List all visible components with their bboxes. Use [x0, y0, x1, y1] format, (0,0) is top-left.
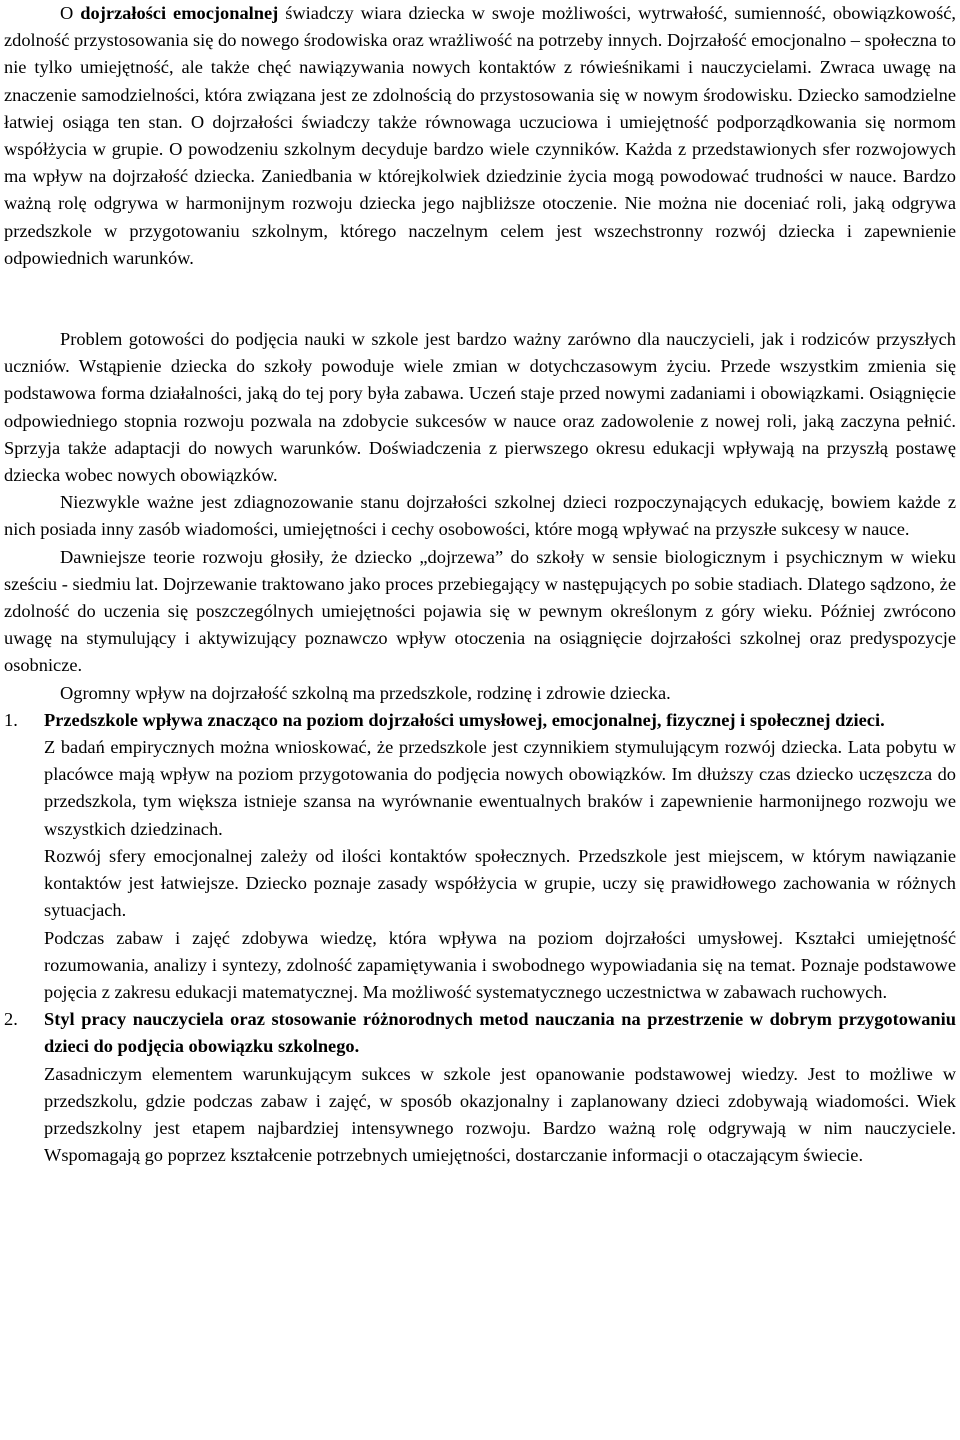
list-item-1: [4, 707, 956, 1006]
list-heading-text: Przedszkole wpływa znacząco na poziom dojrzałości umysłowej, emocjonalnej, fizycznej i społecznej dzieci.: [44, 709, 885, 730]
list-number: 1.: [4, 709, 18, 730]
paragraph-diagnosis: Niezwykle ważne jest zdiagnozowanie stanu dojrzałości szkolnej dzieci rozpoczynających edukację, bowiem każde z nich posiada inny zasób wiadomości, umiejętności i cechy osobowości, które mogą wpływać na przyszłe sukcesy w nauce.: [4, 492, 956, 540]
document-page: [4, 0, 956, 1169]
intro-paragraph: [4, 0, 956, 272]
intro-lead-bold: dojrzałości emocjonalnej: [80, 3, 279, 23]
list-body: [44, 1006, 956, 1169]
section-gap: [4, 272, 956, 326]
paragraph-influence: Ogromny wpływ na dojrzałość szkolną ma przedszkole, rodzinę i zdrowie dziecka.: [60, 682, 671, 703]
paragraph-theories: Dawniejsze teorie rozwoju głosiły, że dziecko „dojrzewa” do szkoły w sensie biologicznym i psychicznym w wieku sześciu - siedmiu lat. Dojrzewanie traktowano jako proces przebiegający w następujących po sobie stadiach. Dlatego sądzono, że zdolność do uczenia się poszczególnych umiejętności pojawia się w pewnym określonym z góry wieku. Później zwrócono uwagę na stymulujący i aktywizujący poznawczo wpływ otoczenia na osiągnięcie dojrzałości szkolnej oraz predyspozycje osobnicze.: [4, 546, 956, 676]
list-paragraph: Rozwój sfery emocjonalnej zależy od ilości kontaktów społecznych. Przedszkole jest miejscem, w którym nawiązanie kontaktów jest łatwiejsze. Dziecko poznaje zasady współżycia w grupie, uczy się prawidłowego zachowania w różnych sytuacjach.: [44, 845, 956, 921]
intro-rest: świadczy wiara dziecka w swoje możliwości, wytrwałość, sumienność, obowiązkowość, zdolność przystosowania się do nowego środowiska oraz wrażliwość na potrzeby innych. Dojrzałość emocjonalno – społeczna to nie tylko umiejętność, ale także chęć nawiązywania nowych kontaktów z rówieśnikami i nauczycielami. Zwraca uwagę na znaczenie samodzielności, która związana jest ze zdolnością do przystosowania się w nowym środowisku. Dziecko samodzielne łatwiej osiąga ten stan. O dojrzałości świadczy także równowaga uczuciowa i umiejętność podporządkowania się normom współżycia w grupie. O powodzeniu szkolnym decyduje bardzo wiele czynników. Każda z przedstawionych sfer rozwojowych ma wpływ na dojrzałość dziecka. Zaniedbania w którejkolwiek dziedzinie życia mogą powodować trudności w nauce. Bardzo ważną rolę odgrywa w harmonijnym rozwoju dziecka jego najbliższe otoczenie. Nie można nie doceniać roli, jaką odgrywa przedszkole w przygotowaniu szkolnym, którego naczelnym celem jest wszechstronny rozwój dziecka i zapewnienie odpowiednich warunków.: [4, 3, 956, 268]
paragraph-readiness: Problem gotowości do podjęcia nauki w szkole jest bardzo ważny zarówno dla nauczycieli, jak i rodziców przyszłych uczniów. Wstąpienie dziecka do szkoły powoduje wiele zmian w dotychczasowym życiu. Przede wszystkim zmienia się podstawowa forma działalności, jaką do tej pory była zabawa. Uczeń staje przed nowymi zadaniami i obowiązkami. Osiągnięcie odpowiedniego stopnia rozwoju pozwala na zdobycie sukcesów w nauce oraz zadowolenie z nowej roli, jaką zaczyna pełnić. Sprzyja także adaptacji do nowych warunków. Doświadczenia z pierwszego okresu edukacji wpływają na przyszłą postawę dziecka wobec nowych obowiązków.: [4, 329, 956, 486]
list-item-2: [4, 1006, 956, 1169]
list-heading-text: Styl pracy nauczyciela oraz stosowanie różnorodnych metod nauczania na przestrzenie w dobrym przygotowaniu dzieci do podjęcia obowiązku szkolnego.: [44, 1009, 956, 1057]
list-number: 2.: [4, 1009, 18, 1030]
list-body: [44, 707, 956, 1006]
intro-lead: O: [60, 3, 81, 23]
list-heading: [44, 1006, 956, 1060]
list-paragraph: Podczas zabaw i zajęć zdobywa wiedzę, która wpływa na poziom dojrzałości umysłowej. Kształci umiejętność rozumowania, analizy i syntezy, zdolność zapamiętywania i swobodnego wypowiadania się na temat. Poznaje podstawowe pojęcia z zakresu edukacji matematycznej. Ma możliwość systematycznego uczestnictwa w zabawach ruchowych.: [44, 927, 956, 1002]
list-paragraph: Zasadniczym elementem warunkującym sukces w szkole jest opanowanie podstawowej wiedzy. Jest to możliwe w przedszkolu, gdzie podczas zabaw i zajęć, w sposób okazjonalny i zaplanowany dzieci zdobywają wiadomości. Wiek przedszkolny jest etapem najbardziej intensywnego rozwoju. Bardzo ważną rolę odgrywają w nim nauczyciele. Wspomagają go poprzez kształcenie potrzebnych umiejętności, dostarczanie informacji o otaczającym świecie.: [44, 1063, 956, 1166]
list-paragraph: Z badań empirycznych można wnioskować, że przedszkole jest czynnikiem stymulującym rozwój dziecka. Lata pobytu w placówce mają wpływ na poziom przygotowania do podjęcia nowych obowiązków. Im dłuższy czas dziecko uczęszcza do przedszkola, tym większa istnieje szansa na wyrównanie ewentualnych braków i zapewnienie harmonijnego rozwoju we wszystkich dziedzinach.: [44, 737, 956, 839]
list-heading: [44, 707, 956, 734]
